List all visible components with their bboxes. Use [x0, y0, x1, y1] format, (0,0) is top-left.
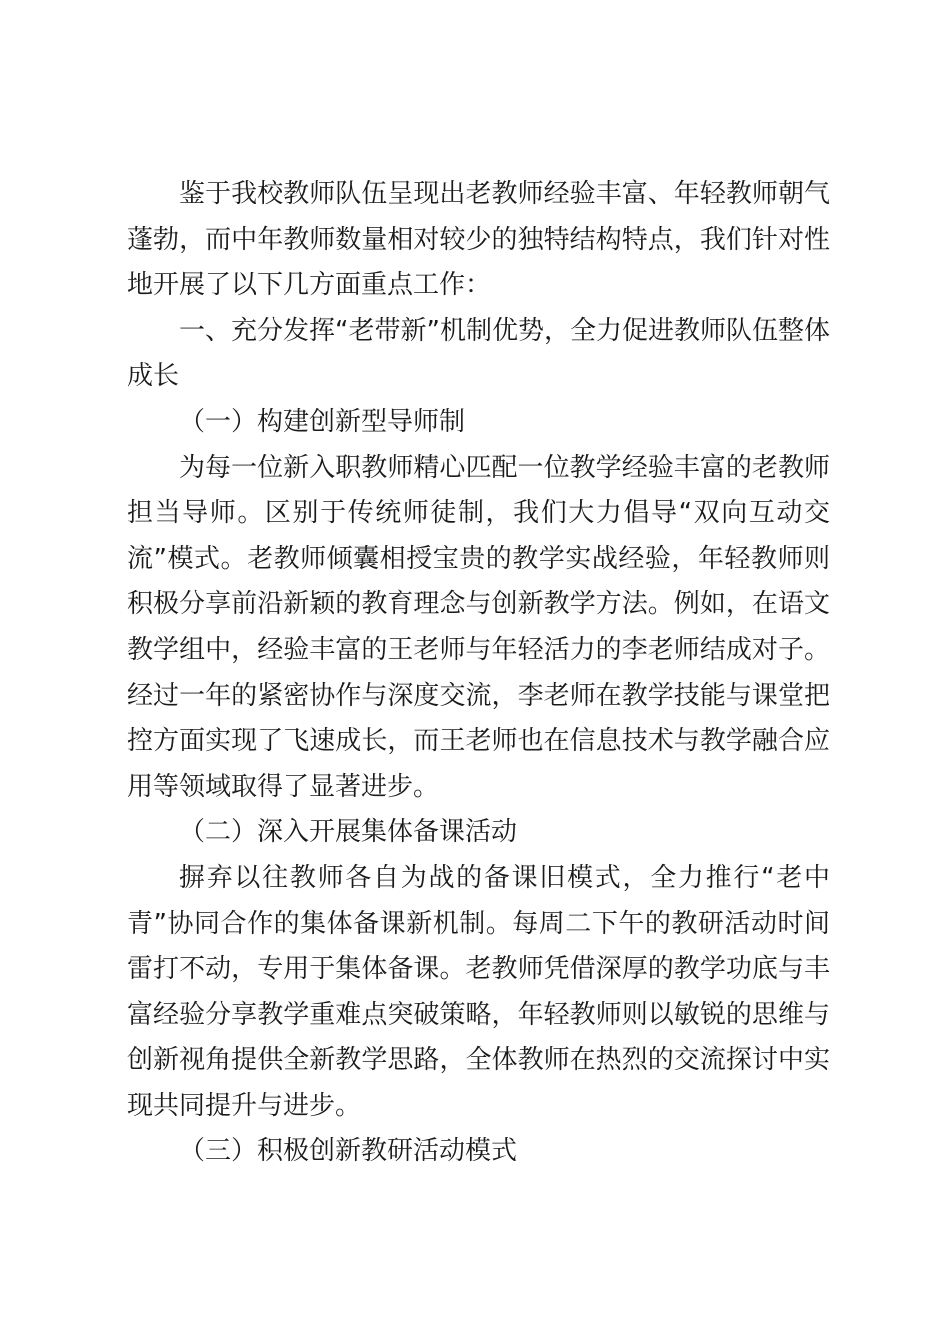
lesson-prep-paragraph: 摒弃以往教师各自为战的备课旧模式，全力推行“老中青”协同合作的集体备课新机制。每周二下午的教研活动时间雷打不动，专用于集体备课。老教师凭借深厚的教学功底与丰富经验分享教学重难点突破策略，年轻教师则以敏锐的思维与创新视角提供全新教学思路，全体教师在热烈的交流探讨中实现共同提升与进步。 [127, 862, 830, 1121]
subsection-heading-3: （三）积极创新教研活动模式 [179, 1136, 518, 1167]
document-page [127, 172, 830, 1175]
section-heading-1: 一、充分发挥“老带新”机制优势，全力促进教师队伍整体成长 [127, 315, 830, 392]
mentor-paragraph: 为每一位新入职教师精心匹配一位教学经验丰富的老教师担当导师。区别于传统师徒制，我们大力倡导“双向互动交流”模式。老教师倾囊相授宝贵的教学实战经验，年轻教师则积极分享前沿新颖的教育理念与创新教学方法。例如，在语文教学组中，经验丰富的王老师与年轻活力的李老师结成对子。经过一年的紧密协作与深度交流，李老师在教学技能与课堂把控方面实现了飞速成长，而王老师也在信息技术与教学融合应用等领域取得了显著进步。 [127, 452, 830, 802]
intro-paragraph: 鉴于我校教师队伍呈现出老教师经验丰富、年轻教师朝气蓬勃，而中年教师数量相对较少的独特结构特点，我们针对性地开展了以下几方面重点工作： [127, 179, 830, 301]
subsection-heading-1: （一）构建创新型导师制 [179, 406, 466, 437]
subsection-heading-2: （二）深入开展集体备课活动 [179, 817, 518, 848]
